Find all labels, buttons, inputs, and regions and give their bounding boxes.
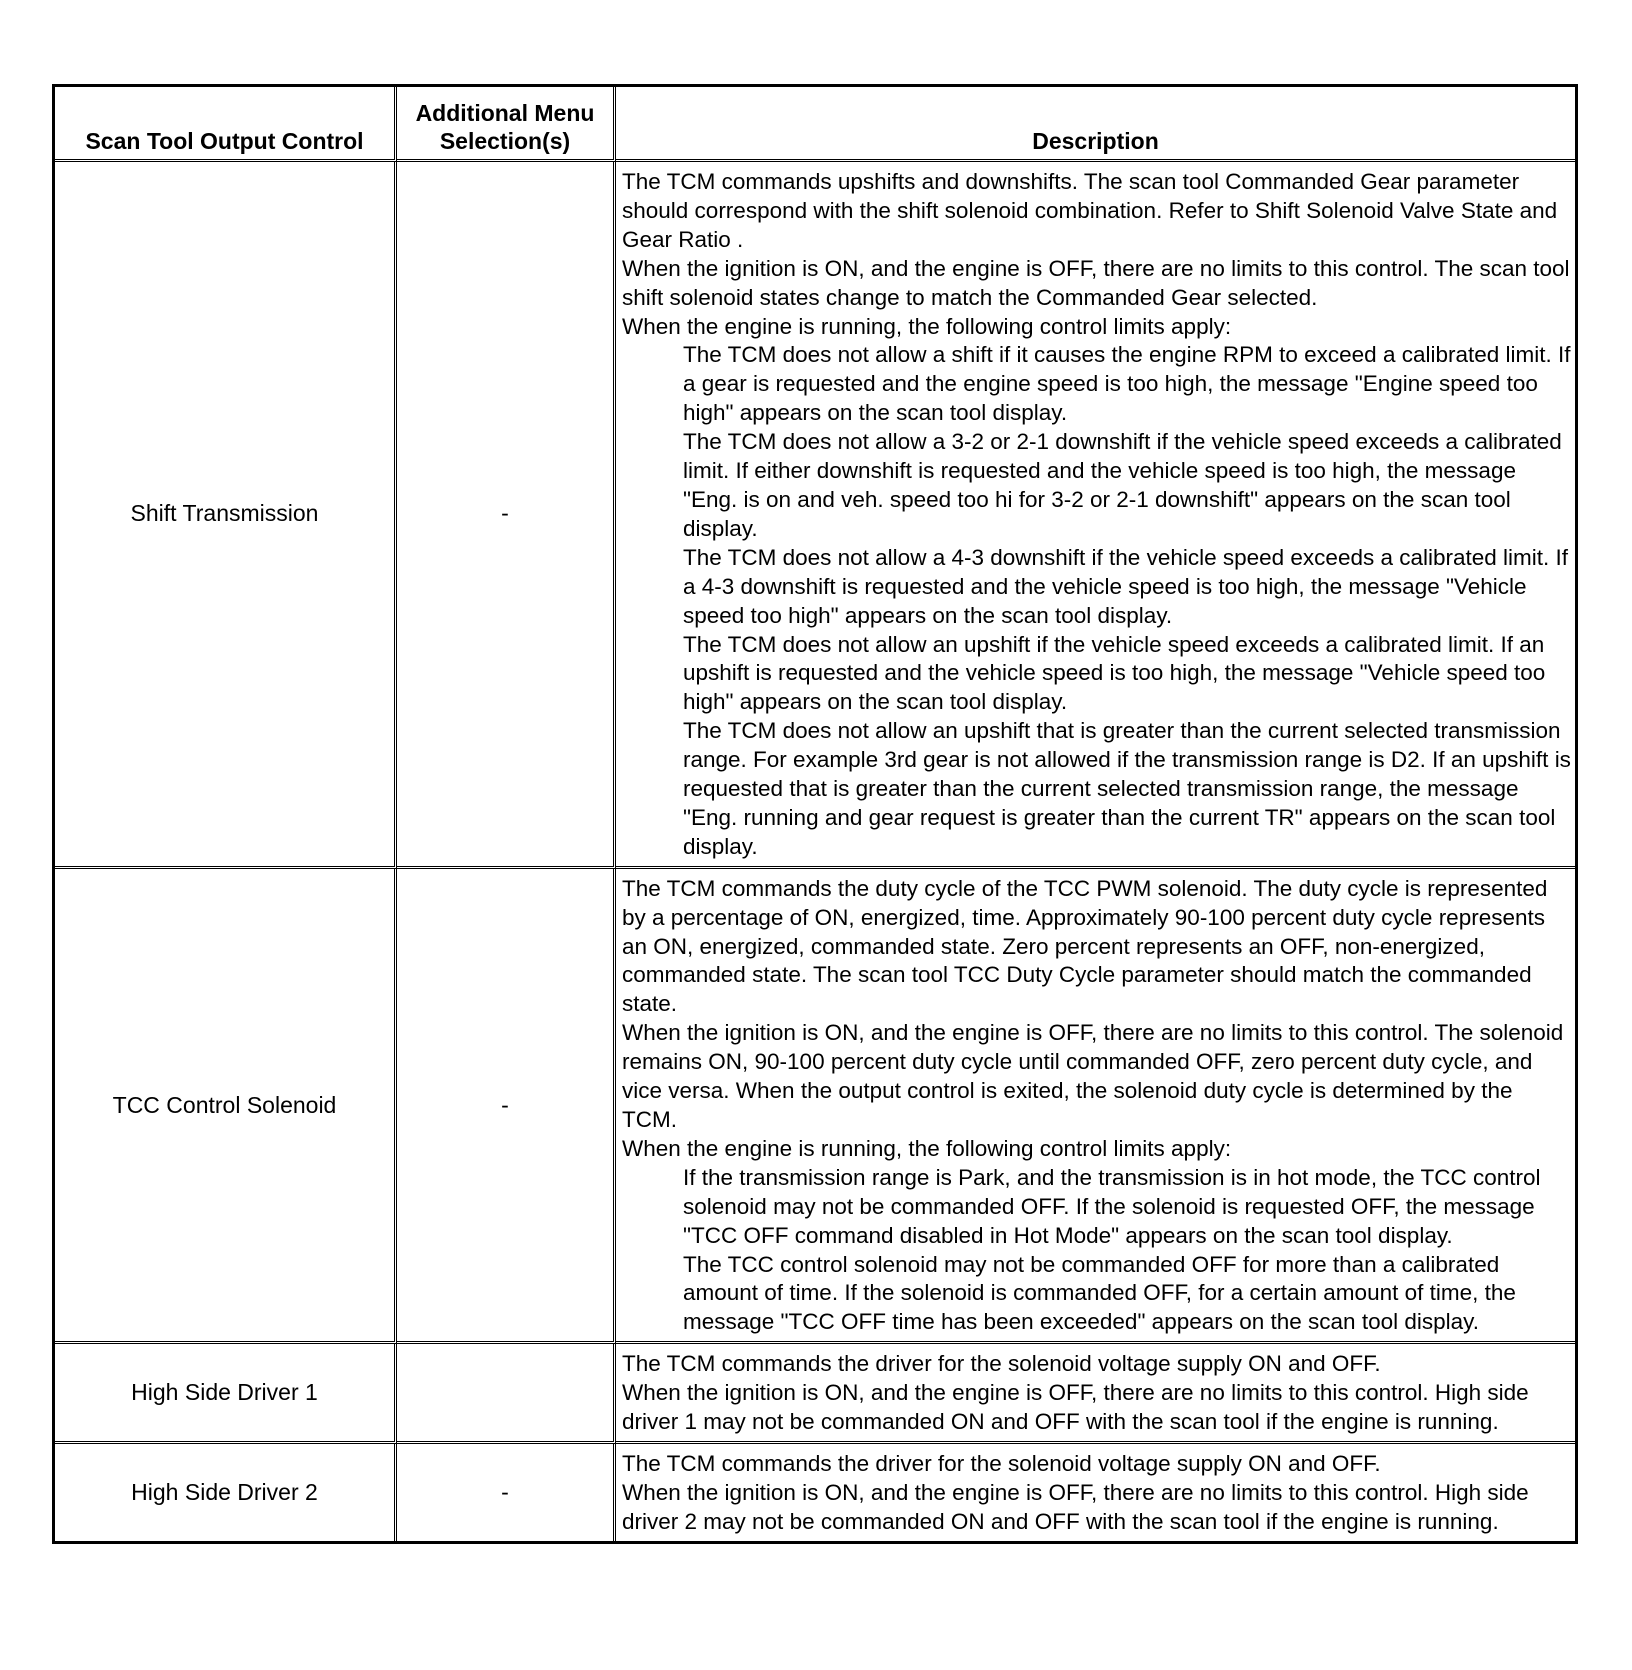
header-additional-menu-line2: Selection(s) — [439, 128, 571, 154]
description-limit-item: The TCM does not allow a 3-2 or 2-1 downshift if the vehicle speed exceeds a calibrated limit. If either downshift is requested and the vehicle speed is too high, the message "Eng. is on and veh. speed too hi for 3-2 or 2-1 downshift" appears on the scan tool display. — [683, 429, 1562, 541]
row-description — [616, 1444, 1575, 1541]
row-description — [616, 869, 1575, 1345]
description-paragraph: When the ignition is ON, and the engine is OFF, there are no limits to this control. High side driver 2 may not be commanded ON and OFF with the scan tool if the engine is running. — [622, 1479, 1529, 1534]
description-paragraph: When the engine is running, the following control limits apply: — [622, 313, 1232, 339]
table-row — [55, 869, 1575, 1345]
description-paragraph: When the ignition is ON, and the engine is OFF, there are no limits to this control. The solenoid remains ON, 90-100 percent duty cycle until commanded OFF, zero percent duty cycle, and vice versa. When the output control is exited, the solenoid duty cycle is determined by the TCM. — [622, 1020, 1564, 1132]
description-paragraph: When the engine is running, the following control limits apply: — [622, 1135, 1232, 1161]
row-menu-selection: - — [397, 162, 616, 869]
description-limit-item: The TCM does not allow an upshift if the vehicle speed exceeds a calibrated limit. If an upshift is requested and the vehicle speed is too high, the message "Vehicle speed too high" appears on the scan tool display. — [683, 631, 1546, 715]
row-description — [616, 1344, 1575, 1444]
row-menu-selection: - — [397, 869, 616, 1345]
row-description — [616, 162, 1575, 869]
description-paragraph: The TCM commands the driver for the solenoid voltage supply ON and OFF. — [622, 1450, 1381, 1476]
description-limit-item: The TCM does not allow an upshift that is greater than the current selected transmission range. For example 3rd gear is not allowed if the transmission range is D2. If an upshift is requested that is greater than the current selected transmission range, the message "Eng. running and gear request is greater than the current TR" appears on the scan tool display. — [683, 718, 1571, 859]
description-paragraph: When the ignition is ON, and the engine is OFF, there are no limits to this control. The scan tool shift solenoid states change to match the Commanded Gear selected. — [622, 255, 1570, 310]
header-additional-menu-selections — [397, 87, 616, 162]
description-paragraph: The TCM commands the duty cycle of the TCC PWM solenoid. The duty cycle is represented by a percentage of ON, energized, time. Approximately 90-100 percent duty cycle represents an ON, energized, commanded state. Zero percent represents an OFF, non-energized, commanded state. The scan tool TCC Duty Cycle parameter should match the commanded state. — [622, 875, 1548, 1017]
row-menu-selection: - — [397, 1444, 616, 1541]
description-paragraph: The TCM commands upshifts and downshifts. The scan tool Commanded Gear parameter should correspond with the shift solenoid combination. Refer to Shift Solenoid Valve State and Gear Ratio . — [622, 169, 1558, 252]
header-row — [55, 87, 1575, 162]
description-paragraph: The TCM commands the driver for the solenoid voltage supply ON and OFF. — [622, 1351, 1381, 1377]
output-control-table-container — [52, 84, 1578, 1544]
header-additional-menu-line1: Additional Menu — [415, 100, 595, 126]
header-scan-tool-output-control: Scan Tool Output Control — [55, 87, 397, 162]
description-limit-item: If the transmission range is Park, and the transmission is in hot mode, the TCC control solenoid may not be commanded OFF. If the solenoid is requested OFF, the message "TCC OFF command disabled in Hot Mode" appears on the scan tool display. — [683, 1164, 1541, 1248]
description-limit-item: The TCM does not allow a 4-3 downshift if the vehicle speed exceeds a calibrated limit. If a 4-3 downshift is requested and the vehicle speed is too high, the message "Vehicle speed too high" appears on the scan tool display. — [683, 544, 1569, 628]
row-control-name: High Side Driver 2 — [55, 1444, 397, 1541]
row-control-name: Shift Transmission — [55, 162, 397, 869]
output-control-table — [52, 84, 1578, 1544]
header-description: Description — [616, 87, 1575, 162]
description-limit-item: The TCC control solenoid may not be commanded OFF for more than a calibrated amount of time. If the solenoid is commanded OFF, for a certain amount of time, the message "TCC OFF time has been exceeded" appears on the scan tool display. — [683, 1251, 1516, 1335]
description-limit-item: The TCM does not allow a shift if it causes the engine RPM to exceed a calibrated limit. If a gear is requested and the engine speed is too high, the message "Engine speed too high" appears on the scan tool display. — [683, 342, 1571, 426]
row-control-name: TCC Control Solenoid — [55, 869, 397, 1345]
table-row — [55, 162, 1575, 869]
description-paragraph: When the ignition is ON, and the engine is OFF, there are no limits to this control. High side driver 1 may not be commanded ON and OFF with the scan tool if the engine is running. — [622, 1380, 1529, 1435]
table-row — [55, 1444, 1575, 1541]
row-control-name: High Side Driver 1 — [55, 1344, 397, 1444]
row-menu-selection — [397, 1344, 616, 1444]
table-row — [55, 1344, 1575, 1444]
